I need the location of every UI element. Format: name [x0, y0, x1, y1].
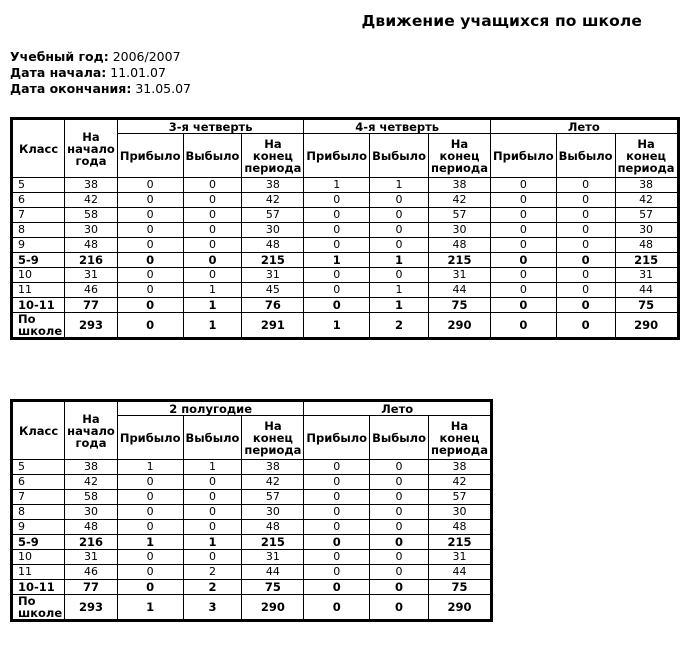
arrived-cell: 0	[304, 505, 370, 520]
left-cell: 0	[183, 490, 242, 505]
left-cell: 0	[370, 580, 429, 595]
header-end-of-period: На конец периода	[615, 134, 678, 178]
arrived-cell: 0	[490, 208, 556, 223]
left-cell: 0	[370, 490, 429, 505]
end-of-period-cell: 38	[615, 178, 678, 193]
start-of-year-cell: 46	[65, 565, 118, 580]
end-of-period-cell: 57	[242, 208, 304, 223]
header-arrived: Прибыло	[490, 134, 556, 178]
table-body	[12, 178, 679, 339]
arrived-cell: 1	[304, 178, 370, 193]
left-cell: 0	[370, 268, 429, 283]
end-of-period-cell: 57	[242, 490, 304, 505]
left-cell: 1	[183, 298, 242, 313]
start-of-year-cell: 48	[65, 520, 118, 535]
info-end	[10, 81, 191, 97]
arrived-cell: 0	[490, 253, 556, 268]
end-of-period-cell: 31	[242, 268, 304, 283]
left-cell: 0	[556, 208, 615, 223]
left-cell: 0	[370, 595, 429, 621]
left-cell: 0	[370, 238, 429, 253]
arrived-cell: 0	[117, 178, 183, 193]
arrived-cell: 0	[304, 550, 370, 565]
arrived-cell: 0	[304, 283, 370, 298]
end-of-period-cell: 30	[429, 223, 491, 238]
end-of-period-cell: 31	[615, 268, 678, 283]
left-cell: 0	[183, 238, 242, 253]
start-of-year-cell: 38	[65, 178, 118, 193]
end-of-period-cell: 30	[242, 505, 304, 520]
arrived-cell: 0	[304, 490, 370, 505]
class-cell: 7	[12, 208, 65, 223]
start-of-year-cell: 58	[65, 490, 118, 505]
arrived-cell: 0	[117, 193, 183, 208]
end-of-period-cell: 75	[615, 298, 678, 313]
end-of-period-cell: 75	[242, 580, 304, 595]
left-cell: 0	[183, 520, 242, 535]
start-of-year-cell: 31	[65, 268, 118, 283]
table-row	[12, 505, 492, 520]
arrived-cell: 0	[304, 580, 370, 595]
header-end-of-period: На конец периода	[242, 134, 304, 178]
end-of-period-cell: 30	[429, 505, 492, 520]
class-cell: 10	[12, 268, 65, 283]
end-of-period-cell: 31	[429, 550, 492, 565]
left-cell: 2	[370, 313, 429, 339]
arrived-cell: 0	[117, 253, 183, 268]
class-cell: 11	[12, 283, 65, 298]
start-of-year-cell: 42	[65, 193, 118, 208]
end-of-period-cell: 57	[429, 490, 492, 505]
class-cell: По школе	[12, 595, 65, 621]
class-cell: 10-11	[12, 298, 65, 313]
left-cell: 1	[183, 460, 242, 475]
arrived-cell: 0	[304, 268, 370, 283]
header-end-of-period: На конец периода	[242, 416, 304, 460]
table-row	[12, 268, 679, 283]
end-of-period-cell: 290	[242, 595, 304, 621]
end-of-period-cell: 38	[242, 460, 304, 475]
class-cell: 6	[12, 193, 65, 208]
left-cell: 0	[556, 223, 615, 238]
end-of-period-cell: 48	[615, 238, 678, 253]
arrived-cell: 0	[490, 223, 556, 238]
header-arrived: Прибыло	[304, 416, 370, 460]
header-group: 4-я четверть	[304, 119, 491, 134]
end-of-period-cell: 290	[429, 595, 492, 621]
header-group: 2 полугодие	[117, 401, 304, 416]
table-row	[12, 490, 492, 505]
arrived-cell: 0	[117, 223, 183, 238]
left-cell: 0	[370, 208, 429, 223]
class-cell: 6	[12, 475, 65, 490]
end-of-period-cell: 57	[429, 208, 491, 223]
start-of-year-cell: 293	[65, 595, 118, 621]
end-of-period-cell: 42	[615, 193, 678, 208]
arrived-cell: 1	[117, 460, 183, 475]
start-of-year-cell: 30	[65, 505, 118, 520]
left-cell: 0	[370, 505, 429, 520]
class-cell: 5-9	[12, 253, 65, 268]
arrived-cell: 0	[490, 298, 556, 313]
left-cell: 0	[183, 253, 242, 268]
arrived-cell: 0	[117, 520, 183, 535]
arrived-cell: 0	[304, 238, 370, 253]
end-of-period-cell: 44	[242, 565, 304, 580]
left-cell: 0	[183, 193, 242, 208]
left-cell: 0	[370, 520, 429, 535]
arrived-cell: 0	[117, 313, 183, 339]
info-end-label: Дата окончания:	[10, 81, 132, 96]
arrived-cell: 0	[490, 178, 556, 193]
left-cell: 1	[370, 253, 429, 268]
left-cell: 0	[556, 283, 615, 298]
report-info	[10, 49, 191, 97]
arrived-cell: 0	[117, 565, 183, 580]
left-cell: 0	[183, 223, 242, 238]
left-cell: 0	[370, 550, 429, 565]
header-arrived: Прибыло	[304, 134, 370, 178]
movement-table-halves	[10, 399, 493, 622]
end-of-period-cell: 42	[242, 475, 304, 490]
start-of-year-cell: 42	[65, 475, 118, 490]
table-row	[12, 178, 679, 193]
arrived-cell: 1	[304, 313, 370, 339]
end-of-period-cell: 215	[242, 253, 304, 268]
info-year-label: Учебный год:	[10, 49, 109, 64]
start-of-year-cell: 46	[65, 283, 118, 298]
left-cell: 0	[370, 535, 429, 550]
class-cell: 11	[12, 565, 65, 580]
table-row	[12, 520, 492, 535]
arrived-cell: 1	[117, 535, 183, 550]
arrived-cell: 0	[117, 268, 183, 283]
class-cell: 10-11	[12, 580, 65, 595]
arrived-cell: 0	[117, 505, 183, 520]
end-of-period-cell: 44	[429, 283, 491, 298]
class-cell: По школе	[12, 313, 65, 339]
end-of-period-cell: 215	[242, 535, 304, 550]
table-body	[12, 460, 492, 621]
class-cell: 5	[12, 178, 65, 193]
arrived-cell: 1	[117, 595, 183, 621]
left-cell: 1	[370, 178, 429, 193]
arrived-cell: 0	[490, 238, 556, 253]
class-cell: 8	[12, 505, 65, 520]
table-row	[12, 313, 679, 339]
end-of-period-cell: 75	[429, 298, 491, 313]
end-of-period-cell: 42	[429, 475, 492, 490]
table-row	[12, 460, 492, 475]
end-of-period-cell: 57	[615, 208, 678, 223]
start-of-year-cell: 77	[65, 298, 118, 313]
table-row	[12, 238, 679, 253]
left-cell: 0	[370, 193, 429, 208]
header-left: Выбыло	[556, 134, 615, 178]
end-of-period-cell: 30	[615, 223, 678, 238]
table-row	[12, 208, 679, 223]
end-of-period-cell: 290	[429, 313, 491, 339]
class-cell: 8	[12, 223, 65, 238]
movement-table-quarters	[10, 117, 680, 340]
info-year	[10, 49, 191, 65]
arrived-cell: 0	[117, 490, 183, 505]
class-cell: 5-9	[12, 535, 65, 550]
info-start-value: 11.01.07	[110, 65, 166, 80]
end-of-period-cell: 38	[242, 178, 304, 193]
end-of-period-cell: 44	[429, 565, 492, 580]
header-left: Выбыло	[370, 416, 429, 460]
table-row	[12, 193, 679, 208]
arrived-cell: 0	[490, 283, 556, 298]
start-of-year-cell: 77	[65, 580, 118, 595]
class-cell: 10	[12, 550, 65, 565]
left-cell: 0	[183, 505, 242, 520]
end-of-period-cell: 290	[615, 313, 678, 339]
header-left: Выбыло	[370, 134, 429, 178]
left-cell: 0	[556, 298, 615, 313]
arrived-cell: 0	[304, 298, 370, 313]
left-cell: 0	[183, 178, 242, 193]
arrived-cell: 0	[117, 238, 183, 253]
end-of-period-cell: 48	[429, 520, 492, 535]
header-start-of-year: На начало года	[65, 401, 118, 460]
header-end-of-period: На конец периода	[429, 416, 492, 460]
left-cell: 1	[183, 283, 242, 298]
left-cell: 2	[183, 580, 242, 595]
arrived-cell: 0	[304, 208, 370, 223]
left-cell: 0	[370, 223, 429, 238]
start-of-year-cell: 31	[65, 550, 118, 565]
info-end-value: 31.05.07	[135, 81, 191, 96]
info-start-label: Дата начала:	[10, 65, 107, 80]
end-of-period-cell: 215	[615, 253, 678, 268]
arrived-cell: 0	[117, 550, 183, 565]
header-left: Выбыло	[183, 134, 242, 178]
left-cell: 0	[370, 565, 429, 580]
end-of-period-cell: 42	[429, 193, 491, 208]
table-row	[12, 595, 492, 621]
header-group: Лето	[304, 401, 492, 416]
end-of-period-cell: 38	[429, 460, 492, 475]
end-of-period-cell: 31	[429, 268, 491, 283]
arrived-cell: 0	[304, 475, 370, 490]
left-cell: 0	[183, 550, 242, 565]
left-cell: 1	[370, 283, 429, 298]
info-year-value: 2006/2007	[112, 49, 181, 64]
arrived-cell: 0	[490, 193, 556, 208]
start-of-year-cell: 30	[65, 223, 118, 238]
header-class: Класс	[12, 119, 65, 178]
left-cell: 0	[183, 475, 242, 490]
arrived-cell: 0	[117, 208, 183, 223]
table-row	[12, 550, 492, 565]
left-cell: 0	[556, 238, 615, 253]
arrived-cell: 0	[304, 520, 370, 535]
end-of-period-cell: 48	[242, 520, 304, 535]
arrived-cell: 0	[304, 565, 370, 580]
header-start-of-year: На начало года	[65, 119, 118, 178]
end-of-period-cell: 42	[242, 193, 304, 208]
arrived-cell: 0	[117, 283, 183, 298]
arrived-cell: 0	[117, 580, 183, 595]
page-title: Движение учащихся по школе	[361, 12, 642, 30]
header-left: Выбыло	[183, 416, 242, 460]
left-cell: 0	[183, 268, 242, 283]
arrived-cell: 0	[304, 535, 370, 550]
table-row	[12, 283, 679, 298]
arrived-cell: 0	[490, 268, 556, 283]
end-of-period-cell: 31	[242, 550, 304, 565]
arrived-cell: 0	[117, 475, 183, 490]
table-row	[12, 298, 679, 313]
header-arrived: Прибыло	[117, 416, 183, 460]
end-of-period-cell: 76	[242, 298, 304, 313]
start-of-year-cell: 216	[65, 535, 118, 550]
header-arrived: Прибыло	[117, 134, 183, 178]
table-row	[12, 565, 492, 580]
table-row	[12, 475, 492, 490]
start-of-year-cell: 38	[65, 460, 118, 475]
start-of-year-cell: 216	[65, 253, 118, 268]
left-cell: 0	[556, 178, 615, 193]
class-cell: 9	[12, 520, 65, 535]
left-cell: 1	[370, 298, 429, 313]
end-of-period-cell: 45	[242, 283, 304, 298]
header-group: Лето	[490, 119, 678, 134]
arrived-cell: 0	[304, 223, 370, 238]
arrived-cell: 0	[490, 313, 556, 339]
left-cell: 0	[370, 460, 429, 475]
end-of-period-cell: 30	[242, 223, 304, 238]
end-of-period-cell: 38	[429, 178, 491, 193]
header-end-of-period: На конец периода	[429, 134, 491, 178]
class-cell: 5	[12, 460, 65, 475]
table-row	[12, 535, 492, 550]
left-cell: 0	[370, 475, 429, 490]
header-group: 3-я четверть	[117, 119, 304, 134]
left-cell: 0	[556, 253, 615, 268]
end-of-period-cell: 215	[429, 253, 491, 268]
end-of-period-cell: 215	[429, 535, 492, 550]
end-of-period-cell: 75	[429, 580, 492, 595]
left-cell: 1	[183, 313, 242, 339]
left-cell: 3	[183, 595, 242, 621]
left-cell: 0	[556, 268, 615, 283]
arrived-cell: 0	[304, 460, 370, 475]
class-cell: 9	[12, 238, 65, 253]
header-class: Класс	[12, 401, 65, 460]
start-of-year-cell: 293	[65, 313, 118, 339]
start-of-year-cell: 48	[65, 238, 118, 253]
left-cell: 2	[183, 565, 242, 580]
left-cell: 0	[556, 313, 615, 339]
table-row	[12, 223, 679, 238]
end-of-period-cell: 48	[242, 238, 304, 253]
class-cell: 7	[12, 490, 65, 505]
start-of-year-cell: 58	[65, 208, 118, 223]
arrived-cell: 0	[304, 193, 370, 208]
end-of-period-cell: 48	[429, 238, 491, 253]
left-cell: 1	[183, 535, 242, 550]
left-cell: 0	[183, 208, 242, 223]
table-row	[12, 580, 492, 595]
end-of-period-cell: 291	[242, 313, 304, 339]
end-of-period-cell: 44	[615, 283, 678, 298]
arrived-cell: 0	[117, 298, 183, 313]
arrived-cell: 1	[304, 253, 370, 268]
arrived-cell: 0	[304, 595, 370, 621]
info-start	[10, 65, 191, 81]
table-row	[12, 253, 679, 268]
left-cell: 0	[556, 193, 615, 208]
